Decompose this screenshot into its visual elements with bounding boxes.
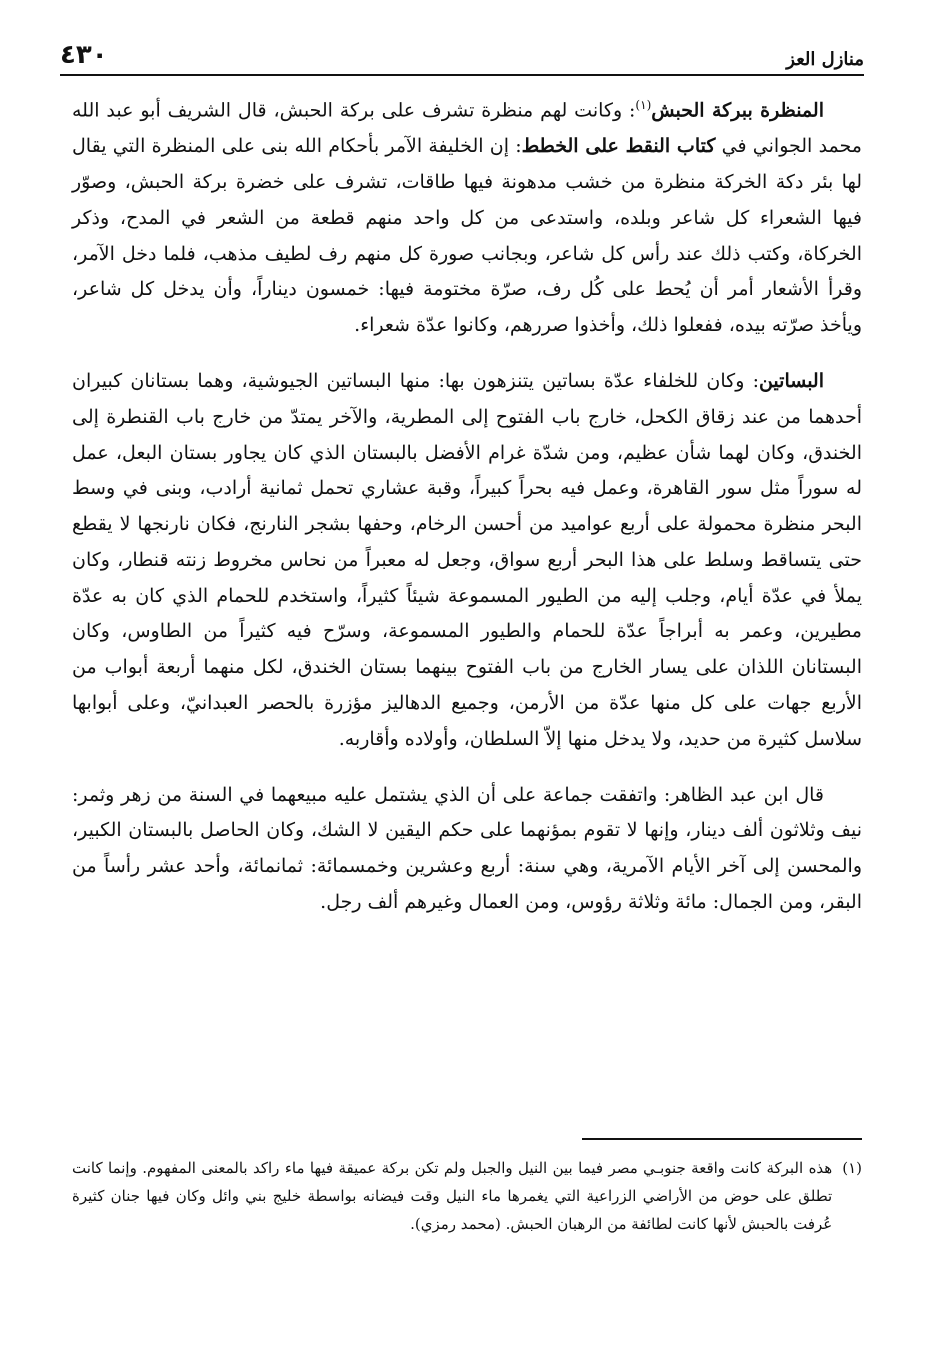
paragraph-text: : وكان للخلفاء عدّة بساتين يتنزهون بها: منها البساتين الجيوشية، وهما بستانان كبيران أحدهما من عند زقاق الكحل، خارج باب الفتوح إلى المطرية، والآخر يمتدّ من خارج باب القنطرة إلى الخندق، وكان لهما شأن عظيم، ومن شدّة غرام الأفضل بالبستان الذي كان يجاور بستان البعل، عمل له سوراً مثل سور القاهرة، وعمل فيه بحراً كبيراً، وقبة عشاري تحمل ثمانية أرادب، وبنى في وسط البحر منظرة محمولة على أربع عواميد من أحسن الرخام، وحفها بشجر النارنج، فكان نارنجها لا يقطع حتى يتساقط وسلط على هذا البحر أربع سواق، وجعل له معبراً من نحاس مخروط زنته قنطار، وكان يملأ في عدّة أيام، وجلب إليه من الطيور المسموعة شيئاً كثيراً، واستخدم للحمام الذي كان به عدّة مطيرين، وعمر به أبراجاً عدّة للحمام والطيور المسموعة، وسرّح فيه كثيراً من الطاوس، وكان البستانان اللذان على يسار الخارج من باب الفتوح بينهما بستان الخندق، لكل منهما أربعة أبواب من الأربع جهات على كل منها عدّة من الأرمن، وجميع الدهاليز مؤزرة بالحصر العبدانيّ، وعلى أبوابها سلاسل كثيرة من حديد، ولا يدخل منها إلاّ السلطان، وأولاده وأقاربه. [72,369,862,750]
footnote-marker: (١) [635,98,652,112]
paragraph-menzara [72,88,862,344]
page-number: ٤٣٠ [60,40,108,70]
paragraph-lead: البساتين [758,369,824,392]
page-header [60,30,864,76]
paragraph-lead: المنظرة ببركة الحبش [651,99,824,122]
paragraph-ibn-abd-al-zahir [72,778,862,921]
running-title: منازل العز [786,49,864,70]
paragraph-text: : وكانت لهم منظرة تشرف على بركة الحبش، قال الشريف أبو عبد الله محمد الجواني في [72,99,862,158]
footnote-text: هذه البركة كانت واقعة جنوبـي مصر فيما بين النيل والجبل ولم تكن بركة عميقة فيها ماء راكد بالمعنى المفهوم. وإنما كانت تطلق على حوض من الأراضي الزراعية التي يغمرها ماء النيل وقت فيضانه بواسطة خليج بني وائل وكان فيها جنان كثيرة عُرفت بالحبش لأنها كانت لطائفة من الرهبان الحبش. (محمد رمزي). [72,1159,833,1233]
main-text [72,88,862,921]
footnote-number: (١) [842,1159,862,1177]
footnote-item [72,1154,862,1238]
book-title-reference: كتاب النقط على الخطط [521,135,716,158]
footnotes [72,1154,862,1238]
footnote-divider [582,1138,862,1140]
paragraph-text: قال ابن عبد الظاهر: واتفقت جماعة على أن الذي يشتمل عليه مبيعهما في السنة من زهر وثمر: نيف وثلاثون ألف دينار، وإنها لا تقوم بمؤنهما على حكم اليقين لا الشك، وكان الحاصل بالبستان الكبير، والمحسن إلى آخر الأيام الآمرية، وهي سنة: أربع وعشرين وخمسمائة: ثمانمائة، وأحد عشر رأساً من البقر، ومن الجمال: مائة وثلاثة رؤوس، ومن العمال وغيرهم ألف رجل. [72,783,862,914]
paragraph-basatin [72,364,862,758]
paragraph-text: : إن الخليفة الآمر بأحكام الله بنى على المنظرة التي يقال لها بئر دكة الخركة منظرة من خشب مدهونة فيها طاقات، تشرف على خضرة بركة الحبش، وصوّر فيها الشعراء كل شاعر وبلده، واستدعى من كل واحد منهم قطعة من الشعر في المدح، وذكر الخركاة، وكتب ذلك عند رأس كل شاعر، وبجانب صورة كل منهم رف لطيف مذهب، فلما دخل الآمر، وقرأ الأشعار أمر أن يُحط على كُل رف، صرّة مختومة فيها: خمسون ديناراً، وأن يدخل كل شاعر، ويأخذ صرّته بيده، ففعلوا ذلك، وأخذوا صررهم، وكانوا عدّة شعراء. [72,135,862,337]
